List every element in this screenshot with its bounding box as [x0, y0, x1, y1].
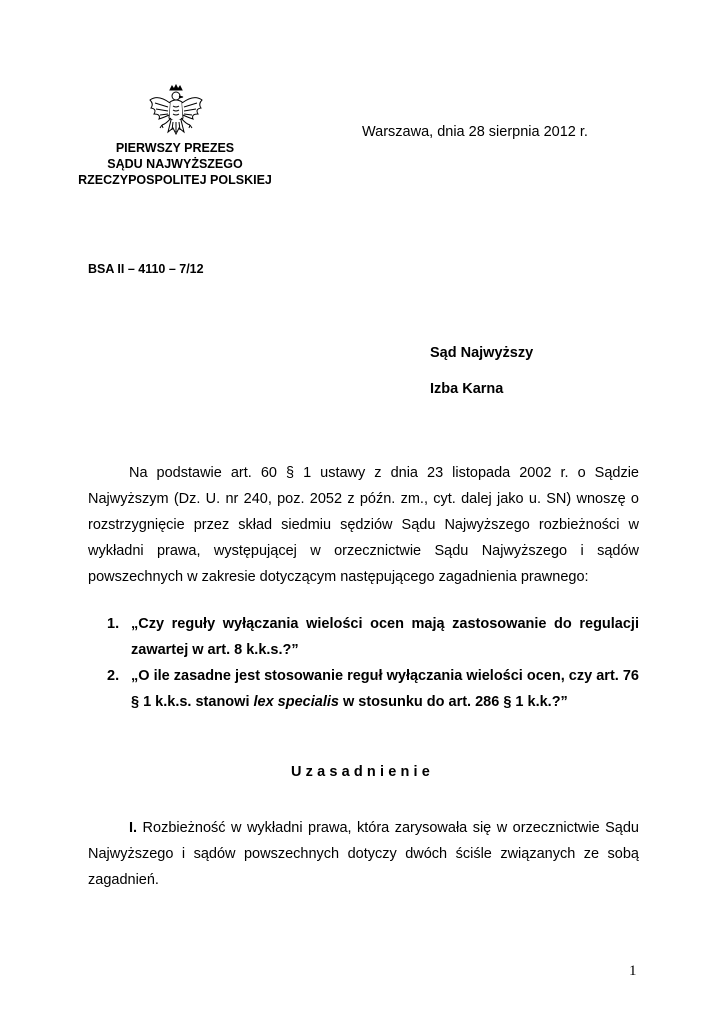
section-one-paragraph	[88, 815, 639, 893]
section-heading: Uzasadnienie	[290, 764, 435, 780]
institution-name-line-1: PIERWSZY PREZES	[115, 141, 235, 155]
addressee-court: Sąd Najwyższy	[430, 345, 534, 361]
question-1-number: 1.	[107, 616, 120, 632]
institution-name-line-3: RZECZYPOSPOLITEJ POLSKIEJ	[78, 173, 272, 187]
question-2-text-after: w stosunku do art. 286 § 1 k.k.?”	[338, 694, 568, 710]
question-1-text: „Czy reguły wyłączania wielości ocen mają zastosowanie do regulacji zawartej w art. 8 k.k.s.?”	[131, 616, 639, 658]
institution-name-line-2: SĄDU NAJWYŻSZEGO	[107, 157, 243, 171]
reference-number: BSA II – 4110 – 7/12	[88, 262, 204, 276]
addressee-chamber: Izba Karna	[430, 381, 504, 397]
question-2-number: 2.	[107, 668, 120, 684]
question-2-text-italic: lex specialis	[253, 694, 339, 710]
polish-eagle-icon	[146, 84, 206, 142]
question-2-text	[131, 663, 639, 715]
question-2	[107, 663, 639, 715]
date-line: Warszawa, dnia 28 sierpnia 2012 r.	[362, 124, 588, 140]
section-one-text: Rozbieżność w wykładni prawa, która zarysowała się w orzecznictwie Sądu Najwyższego i sądów powszechnych dotyczy dwóch ściśle związanych ze sobą zagadnień.	[88, 820, 639, 888]
page-number: 1	[629, 963, 637, 979]
section-one-label: I.	[129, 820, 138, 836]
question-1	[107, 611, 639, 663]
question-2-text-before: „O ile zasadne jest stosowanie reguł wyłączania wielości ocen, czy art. 76 § 1 k.k.s. stanowi	[131, 668, 639, 710]
intro-paragraph: Na podstawie art. 60 § 1 ustawy z dnia 23 listopada 2002 r. o Sądzie Najwyższym (Dz. U. nr 240, poz. 2052 z późn. zm., cyt. dalej jako u. SN) wnoszę o rozstrzygnięcie przez skład siedmiu sędziów Sądu Najwyższego rozbieżności w wykładni prawa, występującej w orzecznictwie Sądu Najwyższego i sądów powszechnych w zakresie dotyczącym następującego zagadnienia prawnego:	[88, 465, 639, 585]
